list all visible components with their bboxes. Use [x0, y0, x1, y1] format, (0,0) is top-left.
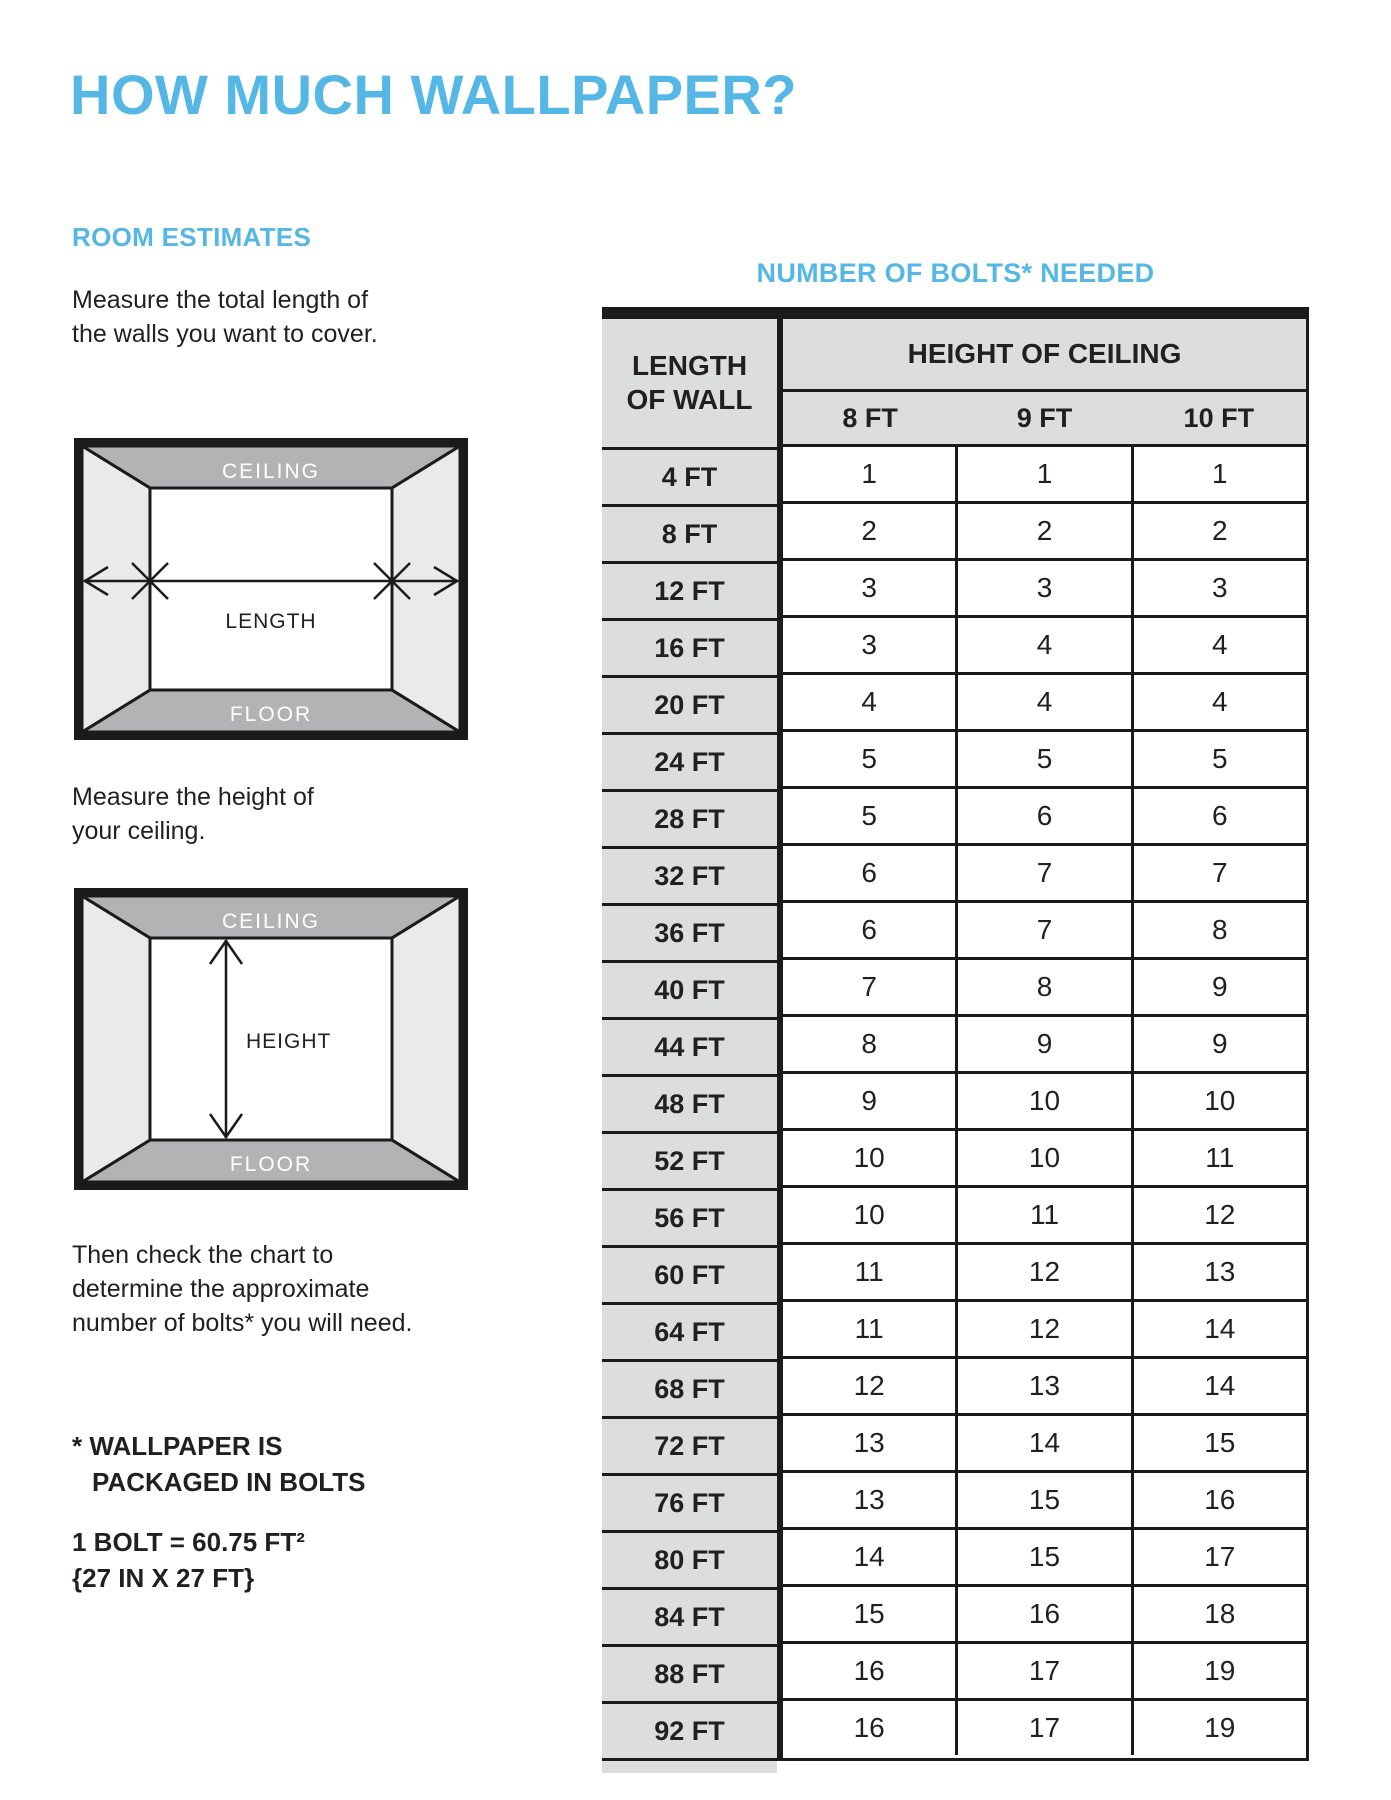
- bolt-count-cell: 6: [861, 914, 877, 945]
- wall-length-row-label: 76 FT: [602, 1473, 777, 1530]
- bolt-count-cell: 10: [853, 1199, 885, 1230]
- table-row: [783, 1413, 1306, 1470]
- wall-length-row-label: 16 FT: [602, 618, 777, 675]
- bolt-count-cell: 14: [955, 1416, 1130, 1470]
- bolt-count-cell: 12: [955, 1302, 1130, 1356]
- wall-length-column: [602, 319, 777, 1761]
- bolt-count-cell: 1: [1131, 447, 1306, 501]
- left-wall-face: [82, 446, 150, 732]
- table-row: [783, 786, 1306, 843]
- bolt-count-cell: 3: [861, 629, 877, 660]
- bolt-count-cell: 3: [861, 572, 877, 603]
- wall-length-row-label: 88 FT: [602, 1644, 777, 1701]
- right-wall-face: [392, 896, 460, 1182]
- ceiling-height-column-headers: [783, 392, 1306, 444]
- bolt-count-cell: 16: [853, 1712, 885, 1743]
- table-top-border: [602, 307, 1309, 319]
- wall-length-row-label: 40 FT: [602, 960, 777, 1017]
- bolt-count-cell: 10: [1131, 1074, 1306, 1128]
- bolt-count-cell: 8: [861, 1028, 877, 1059]
- bolt-count-cell: 9: [1131, 1017, 1306, 1071]
- table-row: [783, 615, 1306, 672]
- floor-label: FLOOR: [229, 1153, 313, 1176]
- bolt-count-cell: 19: [1131, 1644, 1306, 1698]
- wall-length-row-label: 44 FT: [602, 1017, 777, 1074]
- wall-length-row-label: 12 FT: [602, 561, 777, 618]
- step3-line2: determine the approximate: [72, 1275, 370, 1303]
- bolt-count-cell: 15: [853, 1598, 885, 1629]
- bolt-count-cell: 9: [1131, 960, 1306, 1014]
- table-row: [783, 1356, 1306, 1413]
- length-label: LENGTH: [225, 610, 317, 633]
- table-row: [783, 843, 1306, 900]
- table-row: [783, 1014, 1306, 1071]
- bolt-count-cell: 17: [1131, 1530, 1306, 1584]
- table-rows: [783, 444, 1306, 1755]
- wall-length-row-label: 4 FT: [602, 447, 777, 504]
- table-row: [783, 501, 1306, 558]
- ceiling-height-group-header: HEIGHT OF CEILING: [783, 319, 1306, 392]
- bolt-count-cell: 8: [955, 960, 1130, 1014]
- bolt-count-cell: 4: [1131, 675, 1306, 729]
- footnote-line2: PACKAGED IN BOLTS: [92, 1467, 366, 1497]
- bolt-count-cell: 13: [955, 1359, 1130, 1413]
- table-row: [783, 1071, 1306, 1128]
- bolt-count-cell: 15: [1131, 1416, 1306, 1470]
- bolt-count-cell: 4: [955, 675, 1130, 729]
- room-height-diagram: [74, 888, 468, 1190]
- ceiling-label: CEILING: [221, 460, 321, 483]
- floor-label: FLOOR: [229, 703, 313, 726]
- wall-length-row-label: 64 FT: [602, 1302, 777, 1359]
- bolt-count-cell: 6: [955, 789, 1130, 843]
- room-estimates-heading: ROOM ESTIMATES: [72, 222, 312, 252]
- bolt-count-cell: 16: [1131, 1473, 1306, 1527]
- bolt-count-cell: 5: [955, 732, 1130, 786]
- wall-length-row-label: 36 FT: [602, 903, 777, 960]
- bolt-counts-area: [783, 319, 1309, 1761]
- table-row: [783, 1584, 1306, 1641]
- step1-line2: the walls you want to cover.: [72, 320, 378, 348]
- table-row: [783, 900, 1306, 957]
- ceiling-label: CEILING: [221, 910, 321, 933]
- table-row: [783, 444, 1306, 501]
- wall-length-row-label: 48 FT: [602, 1074, 777, 1131]
- bolt-count-cell: 12: [1131, 1188, 1306, 1242]
- bolt-count-cell: 4: [1131, 618, 1306, 672]
- table-row: [783, 558, 1306, 615]
- step2-line2: your ceiling.: [72, 817, 206, 845]
- table-row: [783, 1185, 1306, 1242]
- table-row: [783, 1641, 1306, 1698]
- table-row: [783, 672, 1306, 729]
- bolt-size-line1: 1 BOLT = 60.75 FT²: [72, 1527, 305, 1557]
- bolt-count-cell: 12: [853, 1370, 885, 1401]
- bolt-count-cell: 13: [853, 1484, 885, 1515]
- bolts-table: [602, 307, 1309, 1773]
- bolt-count-cell: 14: [1131, 1359, 1306, 1413]
- right-wall-face: [392, 446, 460, 732]
- wall-length-row-label: 32 FT: [602, 846, 777, 903]
- row-header-line2: OF WALL: [626, 384, 753, 415]
- wall-length-row-label: 68 FT: [602, 1359, 777, 1416]
- bolt-count-cell: 19: [1131, 1701, 1306, 1755]
- bolt-count-cell: 12: [955, 1245, 1130, 1299]
- wall-length-row-label: 60 FT: [602, 1245, 777, 1302]
- step1-line1: Measure the total length of: [72, 286, 369, 314]
- wall-length-row-label: 72 FT: [602, 1416, 777, 1473]
- bolt-count-cell: 3: [1131, 561, 1306, 615]
- step3-instructions: [72, 1238, 512, 1340]
- bolt-count-cell: 7: [955, 846, 1130, 900]
- wall-length-row-label: 56 FT: [602, 1188, 777, 1245]
- bolt-count-cell: 5: [1131, 732, 1306, 786]
- left-wall-face: [82, 896, 150, 1182]
- bolt-count-cell: 13: [853, 1427, 885, 1458]
- bolt-size-info: [72, 1524, 305, 1596]
- col-header-10ft: 10 FT: [1183, 402, 1255, 433]
- table-row: [783, 729, 1306, 786]
- bolt-count-cell: 4: [955, 618, 1130, 672]
- footnote-line1: * WALLPAPER IS: [72, 1431, 283, 1461]
- bolt-count-cell: 15: [955, 1530, 1130, 1584]
- room-length-diagram: [74, 438, 468, 740]
- bolt-count-cell: 9: [861, 1085, 877, 1116]
- step3-line3: number of bolts* you will need.: [72, 1309, 413, 1337]
- wall-length-row-label: 28 FT: [602, 789, 777, 846]
- col-header-9ft: 9 FT: [1016, 402, 1073, 433]
- bolt-count-cell: 17: [955, 1701, 1130, 1755]
- bolt-count-cell: 2: [1131, 504, 1306, 558]
- wall-length-row-label: 52 FT: [602, 1131, 777, 1188]
- bolt-count-cell: 14: [1131, 1302, 1306, 1356]
- bolt-count-cell: 10: [955, 1074, 1130, 1128]
- step2-line1: Measure the height of: [72, 783, 314, 811]
- bolt-count-cell: 5: [861, 800, 877, 831]
- bolt-count-cell: 1: [955, 447, 1130, 501]
- bolt-count-cell: 11: [1131, 1131, 1306, 1185]
- col-header-8ft: 8 FT: [842, 402, 898, 433]
- bolt-count-cell: 11: [854, 1313, 884, 1344]
- table-row: [783, 1527, 1306, 1584]
- bolt-count-cell: 16: [853, 1655, 885, 1686]
- back-wall-face: [150, 488, 392, 690]
- bolt-count-cell: 16: [955, 1587, 1130, 1641]
- row-header-line1: LENGTH: [631, 350, 748, 381]
- page-title: HOW MUCH WALLPAPER?: [70, 63, 798, 126]
- table-row: [783, 957, 1306, 1014]
- wall-length-row-label: 24 FT: [602, 732, 777, 789]
- bolt-count-cell: 2: [955, 504, 1130, 558]
- bolt-count-cell: 6: [861, 857, 877, 888]
- bolt-count-cell: 15: [955, 1473, 1130, 1527]
- bolts-footnote: [72, 1428, 365, 1500]
- bolt-count-cell: 8: [1131, 903, 1306, 957]
- bolt-count-cell: 17: [955, 1644, 1130, 1698]
- table-row: [783, 1299, 1306, 1356]
- bolt-count-cell: 7: [1131, 846, 1306, 900]
- bolt-count-cell: 7: [955, 903, 1130, 957]
- step1-instructions: [72, 283, 512, 351]
- bolt-count-cell: 11: [955, 1188, 1130, 1242]
- step3-line1: Then check the chart to: [72, 1241, 334, 1269]
- bolt-count-cell: 1: [861, 458, 877, 489]
- bolt-count-cell: 7: [861, 971, 877, 1002]
- bolt-count-cell: 13: [1131, 1245, 1306, 1299]
- wall-length-row-label: 8 FT: [602, 504, 777, 561]
- wall-length-row-label: 20 FT: [602, 675, 777, 732]
- bolt-count-cell: 3: [955, 561, 1130, 615]
- bolt-count-cell: 6: [1131, 789, 1306, 843]
- bolt-count-cell: 2: [861, 515, 877, 546]
- bolt-size-line2: {27 IN X 27 FT}: [72, 1563, 255, 1593]
- table-row: [783, 1128, 1306, 1185]
- bolt-count-cell: 4: [861, 686, 877, 717]
- bolt-count-cell: 10: [955, 1131, 1130, 1185]
- bolt-count-cell: 9: [955, 1017, 1130, 1071]
- bolt-count-cell: 5: [861, 743, 877, 774]
- left-column-bottom-strip: [602, 1761, 777, 1773]
- wall-length-row-label: 80 FT: [602, 1530, 777, 1587]
- bolt-count-cell: 18: [1131, 1587, 1306, 1641]
- height-label: HEIGHT: [246, 1030, 332, 1053]
- wall-length-column-header: [602, 319, 777, 447]
- step2-instructions: [72, 780, 512, 848]
- wall-length-row-label: 92 FT: [602, 1701, 777, 1758]
- bolts-table-heading: NUMBER OF BOLTS* NEEDED: [756, 258, 1155, 288]
- table-row: [783, 1470, 1306, 1527]
- bolt-count-cell: 10: [853, 1142, 885, 1173]
- bolt-count-cell: 11: [854, 1256, 884, 1287]
- table-row: [783, 1242, 1306, 1299]
- wall-length-row-label: 84 FT: [602, 1587, 777, 1644]
- bolt-count-cell: 14: [853, 1541, 885, 1572]
- table-row: [783, 1698, 1306, 1755]
